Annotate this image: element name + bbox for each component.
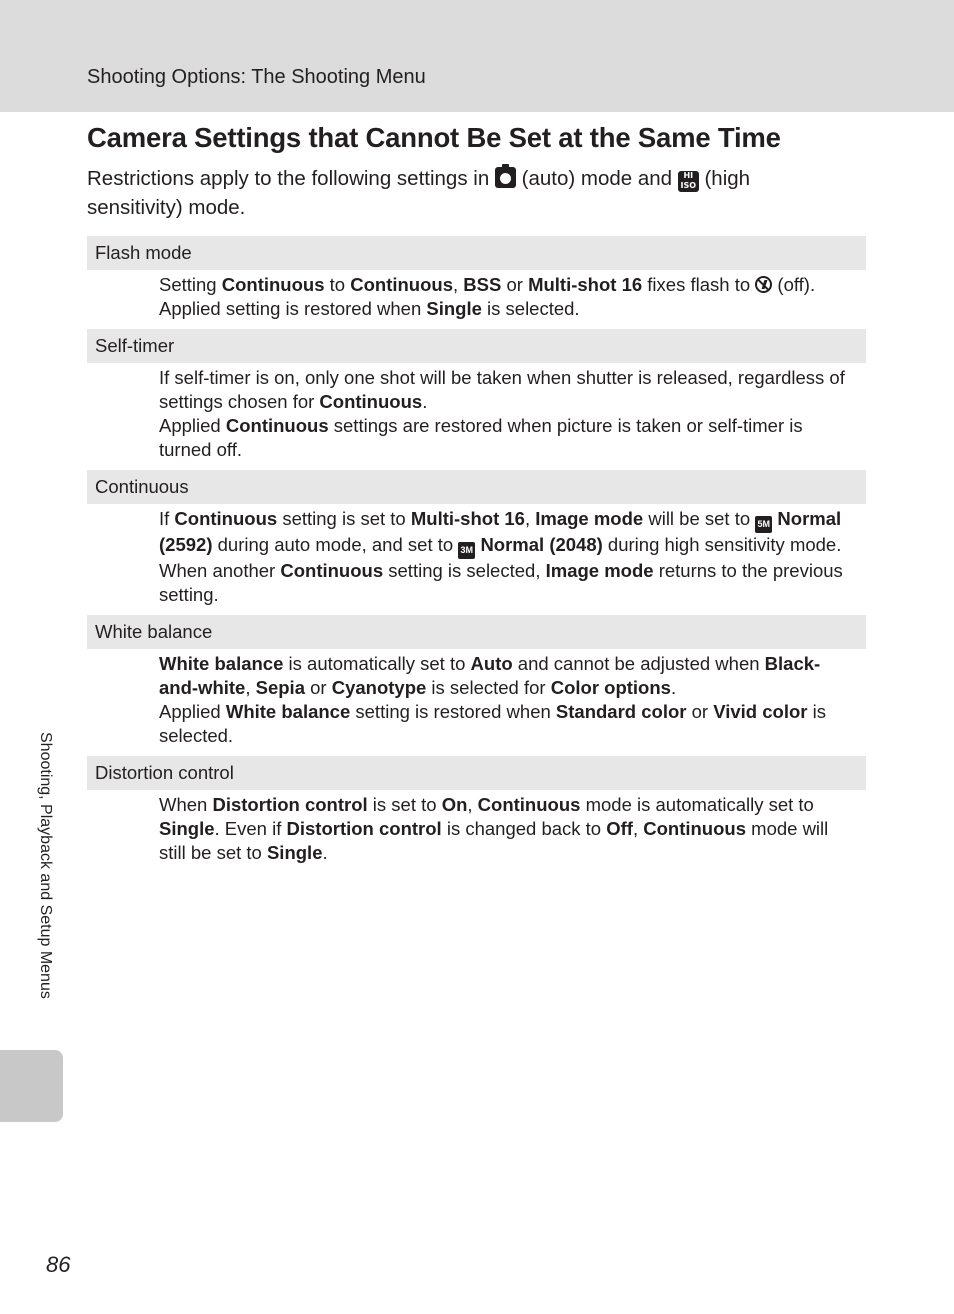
section-body-flash-mode: [87, 270, 866, 329]
text: during auto mode, and set to: [212, 534, 459, 555]
text: .: [322, 842, 328, 863]
bold-term: White balance: [159, 653, 284, 674]
flash-off-icon: [755, 276, 772, 293]
text: to: [324, 274, 351, 295]
bold-term: Multi-shot 16: [410, 508, 525, 529]
bold-term: Continuous: [280, 560, 384, 581]
bold-term: Continuous: [225, 415, 329, 436]
text: returns to the previous setting.: [159, 560, 843, 605]
bold-term: Image mode: [535, 508, 644, 529]
text: . Even if: [214, 818, 287, 839]
bold-term: Normal (2592): [159, 508, 842, 555]
text: is set to: [367, 794, 442, 815]
selftimer-paragraph-1: [159, 366, 856, 414]
text: .: [670, 677, 677, 698]
text: or: [501, 274, 529, 295]
distortion-paragraph-1: [159, 793, 856, 865]
bold-term: Continuous: [350, 274, 453, 295]
bold-term: Continuous: [319, 391, 423, 412]
image-size-3m-icon-text: 3M: [460, 545, 474, 555]
bold-term: Off: [606, 818, 633, 839]
bold-term: Continuous: [174, 508, 278, 529]
continuous-paragraph-1: [159, 507, 856, 559]
text: setting is selected,: [383, 560, 546, 581]
text: When: [159, 794, 213, 815]
header-band: [0, 0, 954, 112]
camera-icon: [495, 167, 516, 188]
image-size-5m-icon-text: 5M: [757, 519, 771, 529]
whitebalance-paragraph-2: [159, 700, 856, 748]
bold-term: Cyanotype: [331, 677, 427, 698]
selftimer-paragraph-2: [159, 414, 856, 462]
text: .: [422, 391, 428, 412]
bold-term: Single: [426, 298, 482, 319]
text: ,: [632, 818, 644, 839]
section-heading-self-timer: Self-timer: [87, 329, 866, 363]
bold-term: Auto: [470, 653, 513, 674]
high-iso-icon: [678, 171, 699, 192]
text: during high sensitivity mode.: [602, 534, 842, 555]
flash-paragraph-1: [159, 273, 856, 297]
intro-paragraph: [87, 164, 827, 222]
section-body-continuous: [87, 504, 866, 615]
text: Applied: [159, 701, 226, 722]
page-number: 86: [46, 1252, 71, 1277]
running-header: Shooting Options: The Shooting Menu: [87, 66, 426, 88]
text: setting is set to: [277, 508, 411, 529]
bold-term: Image mode: [545, 560, 654, 581]
intro-text-1: Restrictions apply to the following settings in: [87, 167, 490, 190]
bold-term: Vivid color: [713, 701, 808, 722]
text: is selected.: [481, 298, 580, 319]
text: If: [159, 508, 175, 529]
page-title: Camera Settings that Cannot Be Set at the Same Time: [87, 122, 781, 153]
continuous-paragraph-2: [159, 559, 856, 607]
text: ,: [524, 508, 536, 529]
bold-term: Multi-shot 16: [528, 274, 643, 295]
text: is automatically set to: [283, 653, 471, 674]
text: mode will still be set to: [159, 818, 829, 863]
bold-term: Normal (2048): [480, 534, 603, 555]
bold-term: Single: [266, 842, 323, 863]
bold-term: Distortion control: [286, 818, 442, 839]
bold-term: Distortion control: [212, 794, 368, 815]
high-iso-icon-text: HI ISO: [680, 171, 697, 190]
section-heading-white-balance: White balance: [87, 615, 866, 649]
text: If self-timer is on, only one shot will be taken when shutter is released, regardless of settings chosen for: [159, 367, 845, 412]
text: ,: [245, 677, 256, 698]
text: ,: [467, 794, 478, 815]
bold-term: Continuous: [477, 794, 581, 815]
text: (off).: [772, 274, 816, 295]
text: will be set to: [643, 508, 756, 529]
text: Applied: [159, 415, 226, 436]
image-size-5m-icon: [755, 516, 772, 533]
text: When another: [159, 560, 281, 581]
flash-paragraph-2: [159, 297, 856, 321]
section-body-self-timer: [87, 363, 866, 470]
bold-term: BSS: [463, 274, 502, 295]
text: is selected for: [426, 677, 551, 698]
image-size-3m-icon: [458, 542, 475, 559]
text: settings are restored when picture is taken or self-timer is turned off.: [159, 415, 803, 460]
section-heading-flash-mode: Flash mode: [87, 236, 866, 270]
text: or: [686, 701, 714, 722]
text: is selected.: [159, 701, 826, 746]
text: fixes flash to: [642, 274, 756, 295]
bold-term: Black-and-white: [159, 653, 821, 698]
text: mode is automatically set to: [580, 794, 814, 815]
restrictions-list: [87, 236, 866, 873]
text: and cannot be adjusted when: [512, 653, 765, 674]
side-thumb-tab: [0, 1050, 63, 1122]
bold-term: White balance: [225, 701, 351, 722]
side-section-label: Shooting, Playback and Setup Menus: [37, 732, 54, 999]
text: setting is restored when: [350, 701, 556, 722]
intro-text-3: (high sensitivity) mode.: [87, 167, 751, 219]
text: Setting: [159, 274, 222, 295]
bold-term: Color options: [550, 677, 671, 698]
text: is changed back to: [441, 818, 607, 839]
text: or: [304, 677, 332, 698]
section-body-distortion-control: [87, 790, 866, 873]
intro-text-2: (auto) mode and: [521, 167, 673, 190]
bold-term: Standard color: [555, 701, 687, 722]
bold-term: Sepia: [255, 677, 305, 698]
bold-term: Continuous: [221, 274, 325, 295]
bold-term: Continuous: [643, 818, 747, 839]
text: ,: [453, 274, 464, 295]
whitebalance-paragraph-1: [159, 652, 856, 700]
section-body-white-balance: [87, 649, 866, 756]
text: Applied setting is restored when: [159, 298, 427, 319]
section-heading-distortion-control: Distortion control: [87, 756, 866, 790]
bold-term: On: [441, 794, 468, 815]
bold-term: Single: [159, 818, 215, 839]
section-heading-continuous: Continuous: [87, 470, 866, 504]
